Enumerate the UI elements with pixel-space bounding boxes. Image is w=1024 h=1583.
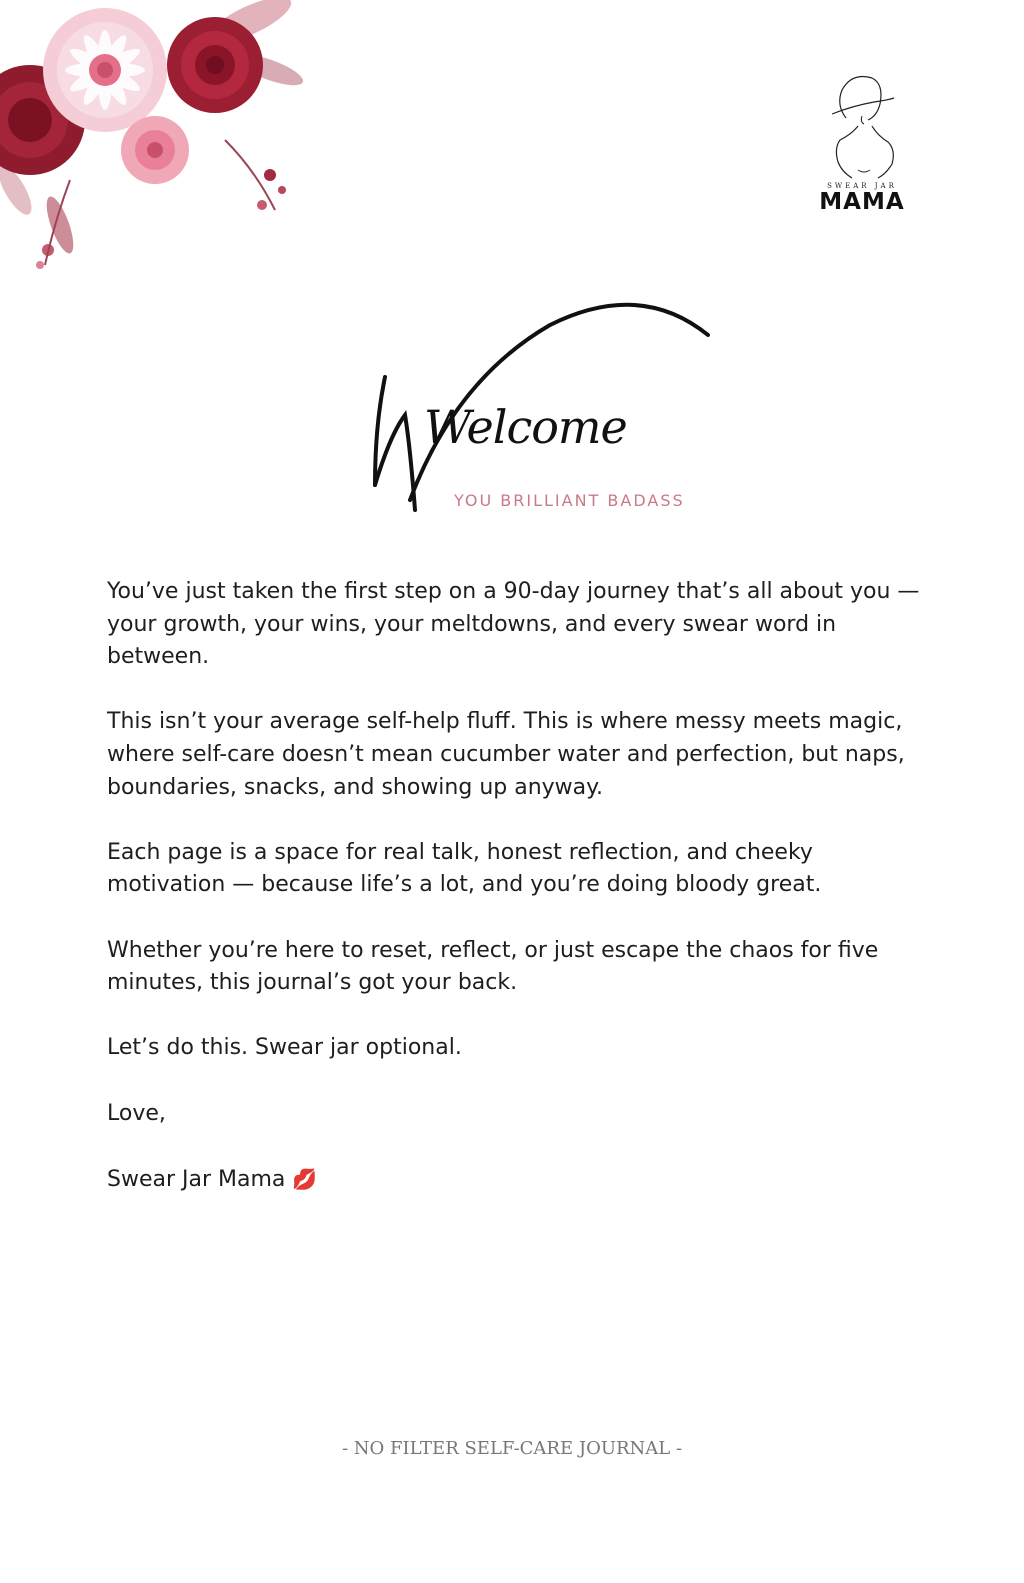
kiss-icon: 💋	[292, 1166, 318, 1191]
swear-jar-mama-logo	[812, 70, 912, 230]
logo-title: MAMA	[819, 189, 905, 215]
welcome-subtitle: YOU BRILLIANT BADASS	[454, 491, 685, 510]
letter-closing: Love,	[107, 1100, 166, 1126]
welcome-script-title: Welcome	[424, 400, 627, 454]
letter-body	[107, 576, 927, 1229]
logo-subtext: SWEAR JAR	[827, 182, 897, 190]
letter-paragraph: Whether you’re here to reset, reflect, or just escape the chaos for five minutes, this journal’s got your back.	[107, 937, 879, 996]
letter-paragraph: Let’s do this. Swear jar optional.	[107, 1035, 462, 1061]
letter-paragraph: Each page is a space for real talk, honest reflection, and cheeky motivation — because life’s a lot, and you’re doing bloody great.	[107, 839, 822, 898]
woman-silhouette-icon	[822, 70, 902, 180]
letter-paragraph: You’ve just taken the first step on a 90-day journey that’s all about you — your growth, your wins, your meltdowns, and every swear word in between.	[107, 579, 920, 670]
letter-signature-line	[107, 1163, 927, 1197]
signature-name: Swear Jar Mama	[107, 1166, 286, 1192]
letter-paragraph: This isn’t your average self-help fluff. This is where messy meets magic, where self-care doesn’t mean cucumber water and perfection, but naps, boundaries, snacks, and showing up anyway.	[107, 709, 905, 800]
journal-footer: - NO FILTER SELF-CARE JOURNAL -	[341, 1438, 683, 1459]
floral-corner-illustration	[0, 0, 330, 280]
